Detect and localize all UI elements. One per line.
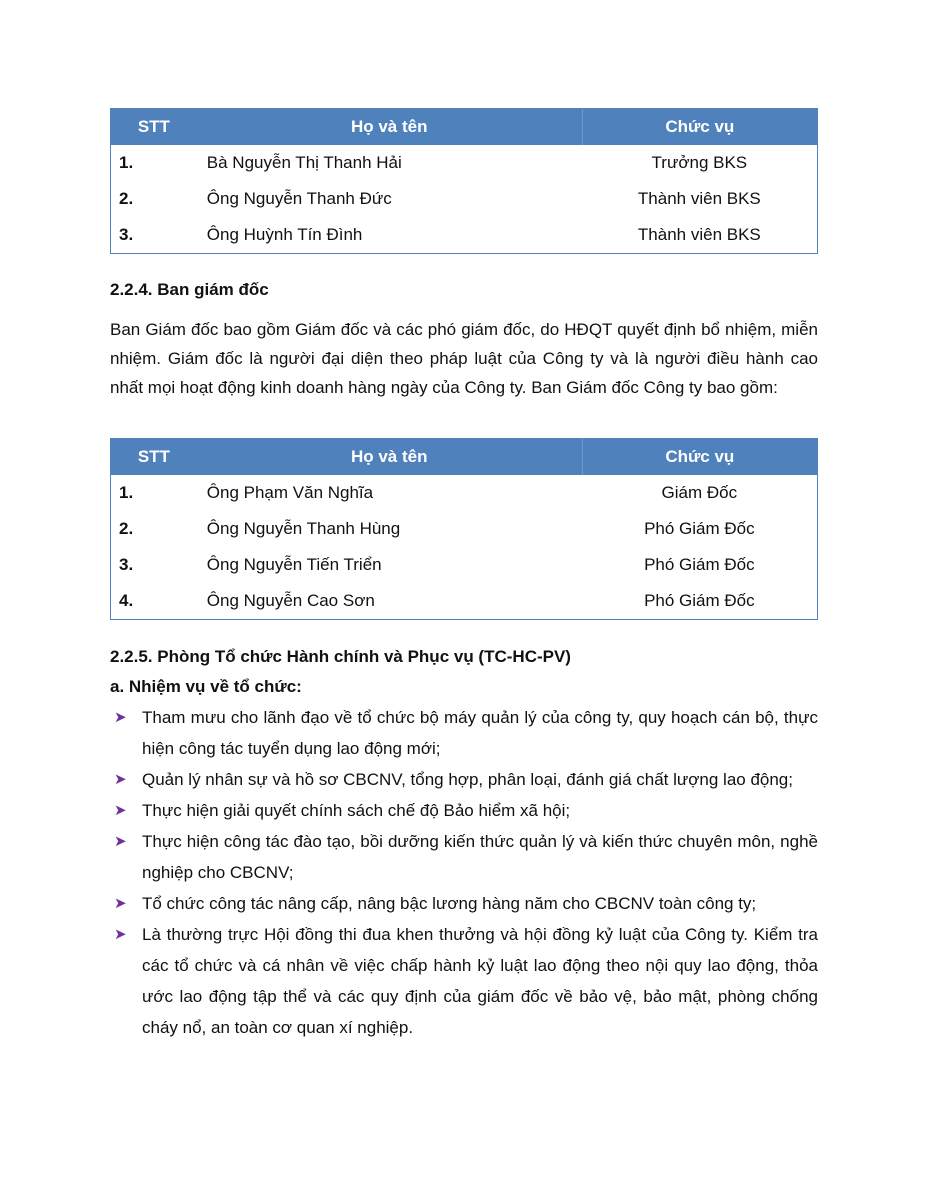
section-subheading-a: a. Nhiệm vụ về tổ chức: <box>110 677 302 696</box>
section-heading-225: 2.2.5. Phòng Tổ chức Hành chính và Phục vụ (TC-HC-PV) <box>110 647 571 666</box>
section-paragraph-224: Ban Giám đốc bao gồm Giám đốc và các phó giám đốc, do HĐQT quyết định bổ nhiệm, miễn nhiệm. Giám đốc là người đại diện theo pháp luật của Công ty và là người điều hành cao nhất mọi hoạt động kinh doanh hàng ngày của Công ty. Ban Giám đốc Công ty bao gồm: <box>110 320 818 397</box>
header-role: Chức vụ <box>582 439 817 475</box>
header-name: Họ và tên <box>350 117 428 136</box>
table-row <box>111 217 817 253</box>
list-item <box>110 764 818 795</box>
list-item-text: Tham mưu cho lãnh đạo về tổ chức bộ máy quản lý của công ty, quy hoạch cán bộ, thực hiện công tác tuyển dụng lao động mới; <box>142 708 818 758</box>
cell-role: Phó Giám Đốc <box>644 555 755 574</box>
cell-role: Giám Đốc <box>661 483 738 502</box>
cell-role: Phó Giám Đốc <box>644 519 755 538</box>
supervisory-board-table <box>110 108 818 254</box>
table-row <box>111 511 817 547</box>
cell-stt: 2. <box>119 189 134 208</box>
cell-stt: 3. <box>119 555 134 574</box>
table-row <box>111 145 817 181</box>
cell-role: Thành viên BKS <box>637 189 761 208</box>
arrow-bullet-icon: ➤ <box>114 926 127 943</box>
list-item-text: Là thường trực Hội đồng thi đua khen thưởng và hội đồng kỷ luật của Công ty. Kiểm tra các tổ chức và cá nhân về việc chấp hành kỷ luật lao động theo nội quy lao động, thỏa ước lao động tập thể và các quy định của giám đốc về bảo vệ, bảo mật, phòng chống cháy nổ, an toàn cơ quan xí nghiệp. <box>142 925 818 1037</box>
list-item-text: Quản lý nhân sự và hồ sơ CBCNV, tổng hợp, phân loại, đánh giá chất lượng lao động; <box>142 770 793 789</box>
list-item <box>110 795 818 826</box>
section-heading-224: 2.2.4. Ban giám đốc <box>110 280 269 299</box>
arrow-bullet-icon: ➤ <box>114 833 127 850</box>
cell-name: Ông Huỳnh Tín Đình <box>206 225 363 244</box>
arrow-bullet-icon: ➤ <box>114 771 127 788</box>
arrow-bullet-icon: ➤ <box>114 709 127 726</box>
list-item <box>110 826 818 888</box>
cell-stt: 4. <box>119 591 134 610</box>
task-list <box>110 702 818 1043</box>
list-item-text: Thực hiện công tác đào tạo, bồi dưỡng kiến thức quản lý và kiến thức chuyên môn, nghề nghiệp cho CBCNV; <box>142 832 818 882</box>
cell-role: Trưởng BKS <box>651 153 748 172</box>
cell-name: Ông Nguyễn Thanh Đức <box>206 189 392 208</box>
cell-stt: 2. <box>119 519 134 538</box>
list-item-text: Tổ chức công tác nâng cấp, nâng bậc lương hàng năm cho CBCNV toàn công ty; <box>142 894 757 913</box>
header-name: Họ và tên <box>350 447 428 466</box>
header-role: Chức vụ <box>582 109 817 145</box>
table-row <box>111 181 817 217</box>
list-item <box>110 919 818 1043</box>
list-item-text: Thực hiện giải quyết chính sách chế độ Bảo hiểm xã hội; <box>142 801 571 820</box>
board-of-directors-table <box>110 438 818 620</box>
cell-name: Ông Nguyễn Cao Sơn <box>206 591 375 610</box>
list-item <box>110 888 818 919</box>
table-row <box>111 583 817 619</box>
cell-name: Bà Nguyễn Thị Thanh Hải <box>206 153 402 172</box>
cell-role: Phó Giám Đốc <box>644 591 755 610</box>
arrow-bullet-icon: ➤ <box>114 802 127 819</box>
cell-stt: 1. <box>119 483 134 502</box>
cell-name: Ông Phạm Văn Nghĩa <box>206 483 374 502</box>
table-header <box>111 109 817 145</box>
table-row <box>111 547 817 583</box>
cell-role: Thành viên BKS <box>637 225 761 244</box>
cell-name: Ông Nguyễn Thanh Hùng <box>206 519 401 538</box>
table-header <box>111 439 817 475</box>
table-row <box>111 475 817 511</box>
header-stt: STT <box>137 447 170 466</box>
list-item <box>110 702 818 764</box>
cell-stt: 1. <box>119 153 134 172</box>
arrow-bullet-icon: ➤ <box>114 895 127 912</box>
header-stt: STT <box>137 117 170 136</box>
cell-name: Ông Nguyễn Tiến Triển <box>206 555 382 574</box>
cell-stt: 3. <box>119 225 134 244</box>
